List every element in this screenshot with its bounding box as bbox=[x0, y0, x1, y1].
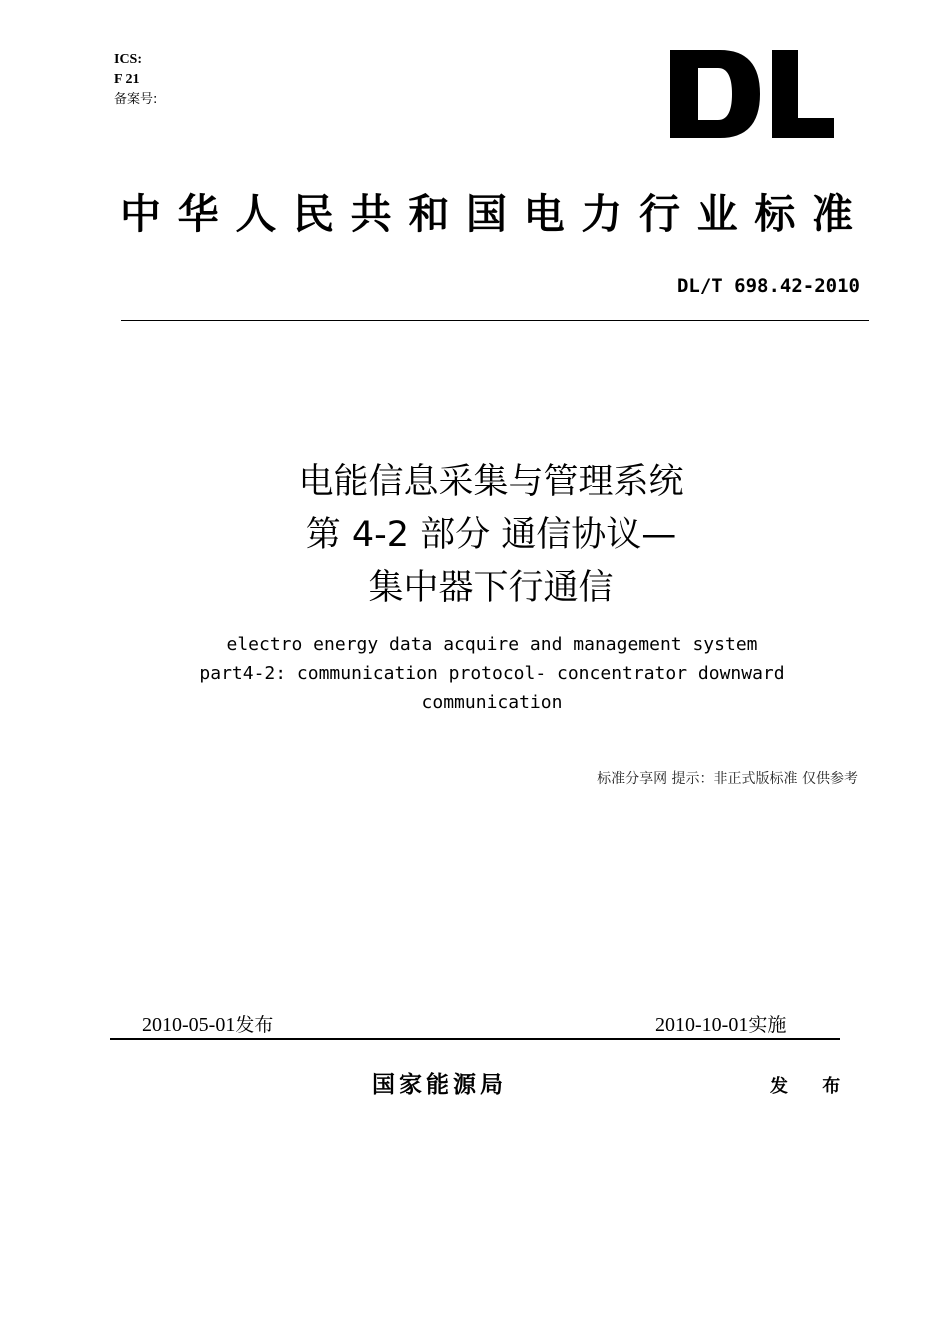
publish-date: 2010-05-01 bbox=[142, 1014, 236, 1036]
bottom-divider bbox=[110, 1038, 840, 1040]
english-title-line-2: part4-2: communication protocol- concentrator downward bbox=[199, 663, 785, 684]
implement-date: 2010-10-01 bbox=[655, 1014, 749, 1036]
chinese-title-line-1: 电能信息采集与管理系统 bbox=[298, 462, 684, 502]
reference-note: 标准分享网 提示：非正式版标准 仅供参考 bbox=[597, 771, 858, 787]
publish-date-block bbox=[142, 1010, 273, 1037]
chinese-title-line-3: 集中器下行通信 bbox=[368, 568, 614, 608]
english-title bbox=[0, 630, 950, 717]
dl-logo bbox=[668, 48, 838, 140]
dl-logo-graphic bbox=[668, 48, 838, 140]
implement-label: 实施 bbox=[748, 1014, 787, 1036]
publish-label: 发布 bbox=[235, 1014, 274, 1036]
chinese-title-line-2: 第 4-2 部分 通信协议— bbox=[305, 515, 677, 555]
record-number-label: 备案号: bbox=[114, 92, 158, 107]
org-title: 中华人民共和国电力行业标准 bbox=[120, 190, 855, 238]
english-title-line-1: electro energy data acquire and management system bbox=[226, 634, 758, 655]
classification-code: F 21 bbox=[114, 72, 140, 87]
chinese-title bbox=[0, 456, 950, 615]
issuer-name: 国家能源局 bbox=[372, 1072, 507, 1098]
implement-date-block bbox=[655, 1010, 786, 1037]
english-title-line-3: communication bbox=[421, 692, 563, 713]
top-divider bbox=[121, 320, 869, 321]
ics-label: ICS: bbox=[114, 52, 143, 67]
header-meta bbox=[114, 50, 157, 110]
issue-verb: 发 布 bbox=[770, 1076, 855, 1097]
standard-number: DL/T 698.42-2010 bbox=[676, 275, 860, 297]
